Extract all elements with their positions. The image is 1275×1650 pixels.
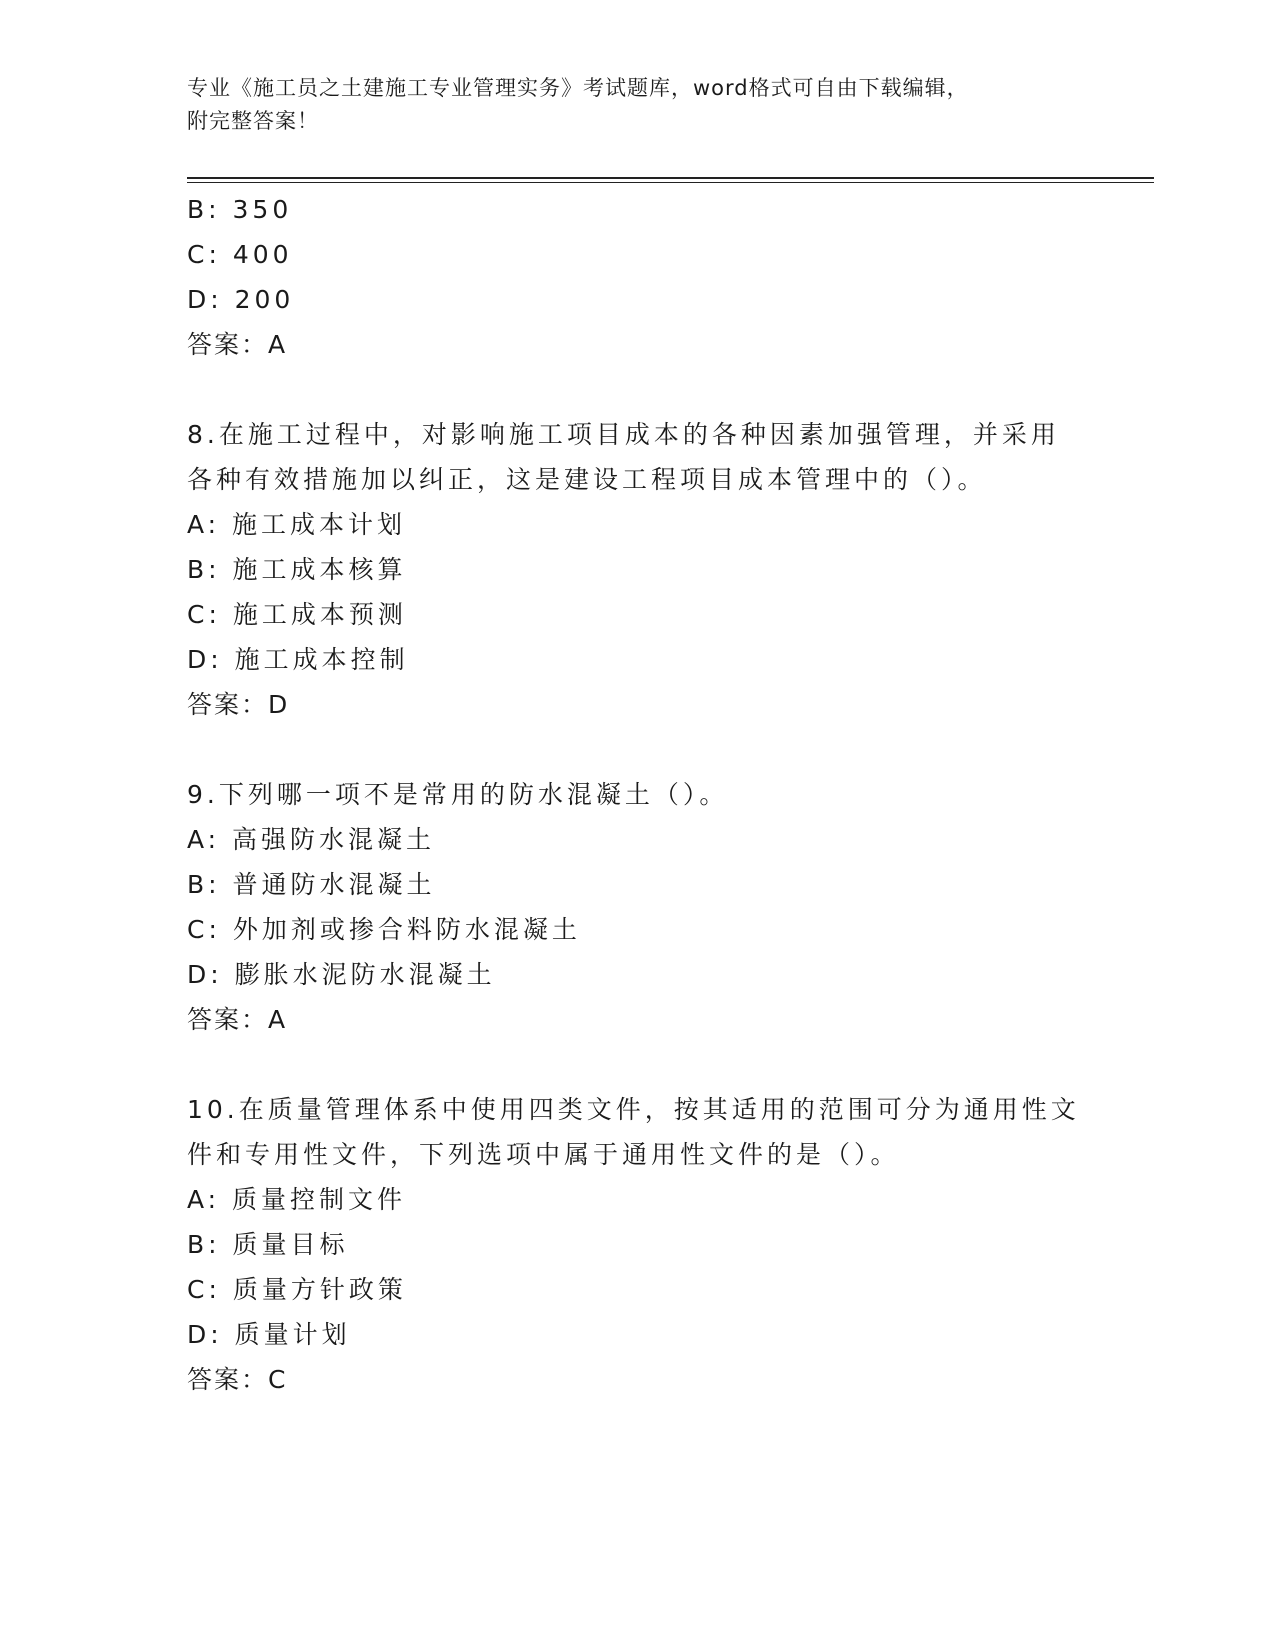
q9-stem-line-1: 9.下列哪一项不是常用的防水混凝土（）。 — [187, 780, 729, 809]
q9-option-a: A: 高强防水混凝土 — [187, 825, 436, 854]
q7-answer: 答案：A — [187, 330, 288, 359]
header-line-2: 附完整答案！ — [187, 109, 319, 133]
q10-option-a: A: 质量控制文件 — [187, 1185, 407, 1214]
q10-option-c: C: 质量方针政策 — [187, 1275, 407, 1304]
header-line-1: 专业《施工员之土建施工专业管理实务》考试题库，word格式可自由下载编辑， — [187, 76, 969, 100]
q8-answer: 答案：D — [187, 690, 290, 719]
q8-option-b: B: 施工成本核算 — [187, 555, 407, 584]
q8-stem-line-2: 各种有效措施加以纠正，这是建设工程项目成本管理中的（）。 — [187, 465, 987, 494]
q7-option-d: D: 200 — [187, 285, 295, 314]
q9-answer: 答案：A — [187, 1005, 288, 1034]
q7-option-b: B: 350 — [187, 195, 293, 224]
q9-option-c: C: 外加剂或掺合料防水混凝土 — [187, 915, 581, 944]
q8-stem-line-1: 8.在施工过程中，对影响施工项目成本的各种因素加强管理，并采用 — [187, 420, 1060, 449]
q9-option-b: B: 普通防水混凝土 — [187, 870, 436, 899]
q8-option-a: A: 施工成本计划 — [187, 510, 407, 539]
q8-option-c: C: 施工成本预测 — [187, 600, 407, 629]
document-header — [187, 72, 1077, 138]
q9-option-d: D: 膨胀水泥防水混凝土 — [187, 960, 496, 989]
q8-option-d: D: 施工成本控制 — [187, 645, 409, 674]
header-rule-thick — [187, 177, 1154, 179]
q10-stem-line-1: 10.在质量管理体系中使用四类文件，按其适用的范围可分为通用性文 — [187, 1095, 1080, 1124]
q10-option-d: D: 质量计划 — [187, 1320, 351, 1349]
header-rule-thin — [187, 182, 1154, 183]
q7-option-c: C: 400 — [187, 240, 293, 269]
q10-answer: 答案：C — [187, 1365, 288, 1394]
q10-stem-line-2: 件和专用性文件，下列选项中属于通用性文件的是（）。 — [187, 1140, 900, 1169]
q10-option-b: B: 质量目标 — [187, 1230, 349, 1259]
